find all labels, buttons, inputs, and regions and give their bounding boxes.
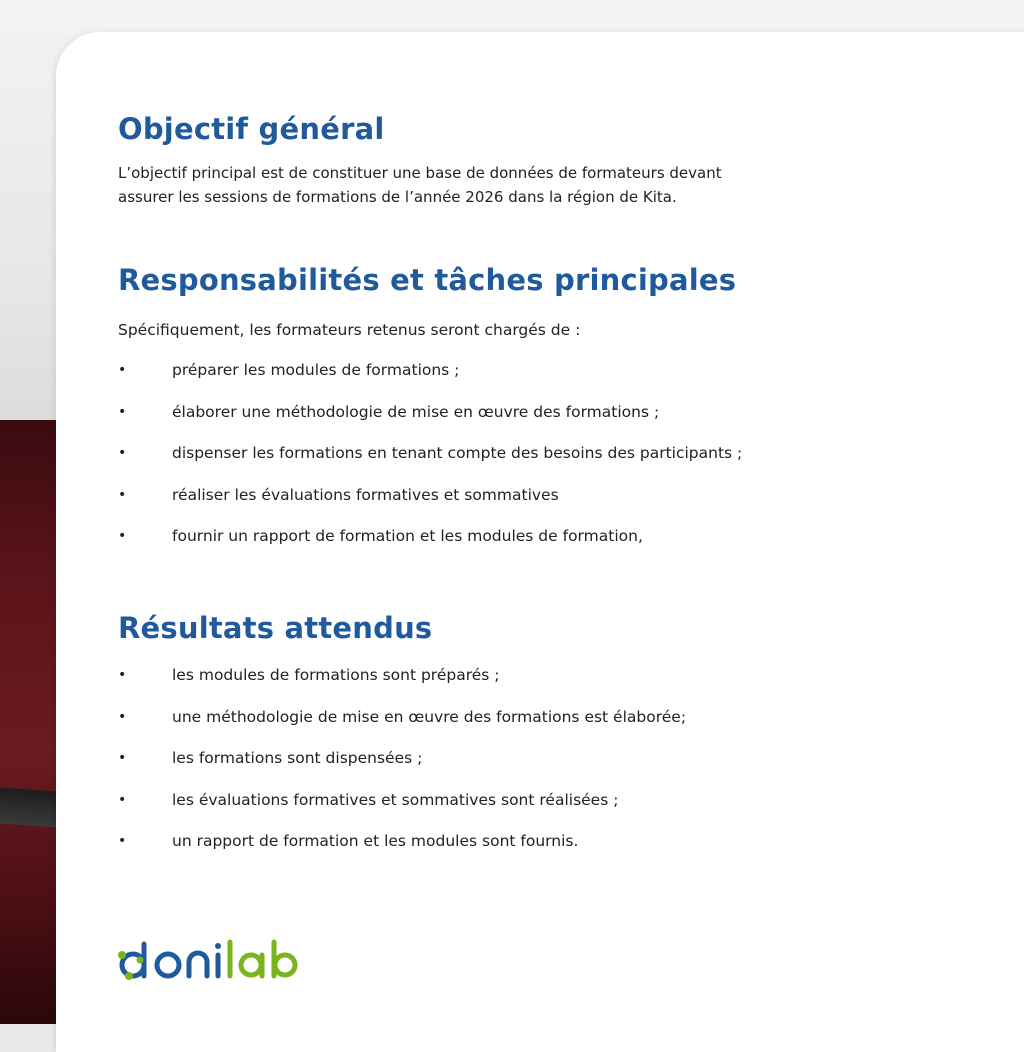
- list-item-label: une méthodologie de mise en œuvre des formations est élaborée;: [172, 707, 687, 726]
- bullet-icon: •: [118, 528, 127, 544]
- bullet-icon: •: [118, 833, 127, 849]
- list-item-label: élaborer une méthodologie de mise en œuvre des formations ;: [172, 402, 660, 421]
- list-item-label: les formations sont dispensées ;: [172, 749, 423, 767]
- objective-heading: Objectif général: [118, 112, 385, 146]
- bullet-icon: •: [118, 403, 127, 420]
- bullet-icon: •: [118, 791, 127, 808]
- list-item-label: fournir un rapport de formation et les modules de formation,: [172, 527, 643, 545]
- responsibilities-intro: Spécifiquement, les formateurs retenus seront chargés de :: [118, 321, 581, 339]
- bullet-icon: •: [118, 445, 127, 461]
- bullet-icon: •: [118, 750, 127, 766]
- list-item-label: un rapport de formation et les modules sont fournis.: [172, 832, 579, 850]
- bullet-icon: •: [118, 486, 127, 503]
- list-item-label: les modules de formations sont préparés ;: [172, 666, 500, 684]
- list-item-label: préparer les modules de formations ;: [172, 361, 460, 379]
- objective-text-line2: assurer les sessions de formations de l’année 2026 dans la région de Kita.: [118, 188, 677, 206]
- responsibilities-heading: Responsabilités et tâches principales: [118, 263, 737, 297]
- list-item-label: dispenser les formations en tenant compte des besoins des participants ;: [172, 444, 743, 462]
- list-item-label: réaliser les évaluations formatives et sommatives: [172, 485, 559, 504]
- bullet-icon: •: [118, 667, 127, 683]
- bullet-icon: •: [118, 708, 127, 725]
- donilab-logo: [116, 936, 316, 986]
- bullet-icon: •: [118, 362, 127, 378]
- objective-text-line1: L’objectif principal est de constituer une base de données de formateurs devant: [118, 164, 722, 182]
- results-heading: Résultats attendus: [118, 611, 433, 645]
- list-item-label: les évaluations formatives et sommatives sont réalisées ;: [172, 790, 619, 809]
